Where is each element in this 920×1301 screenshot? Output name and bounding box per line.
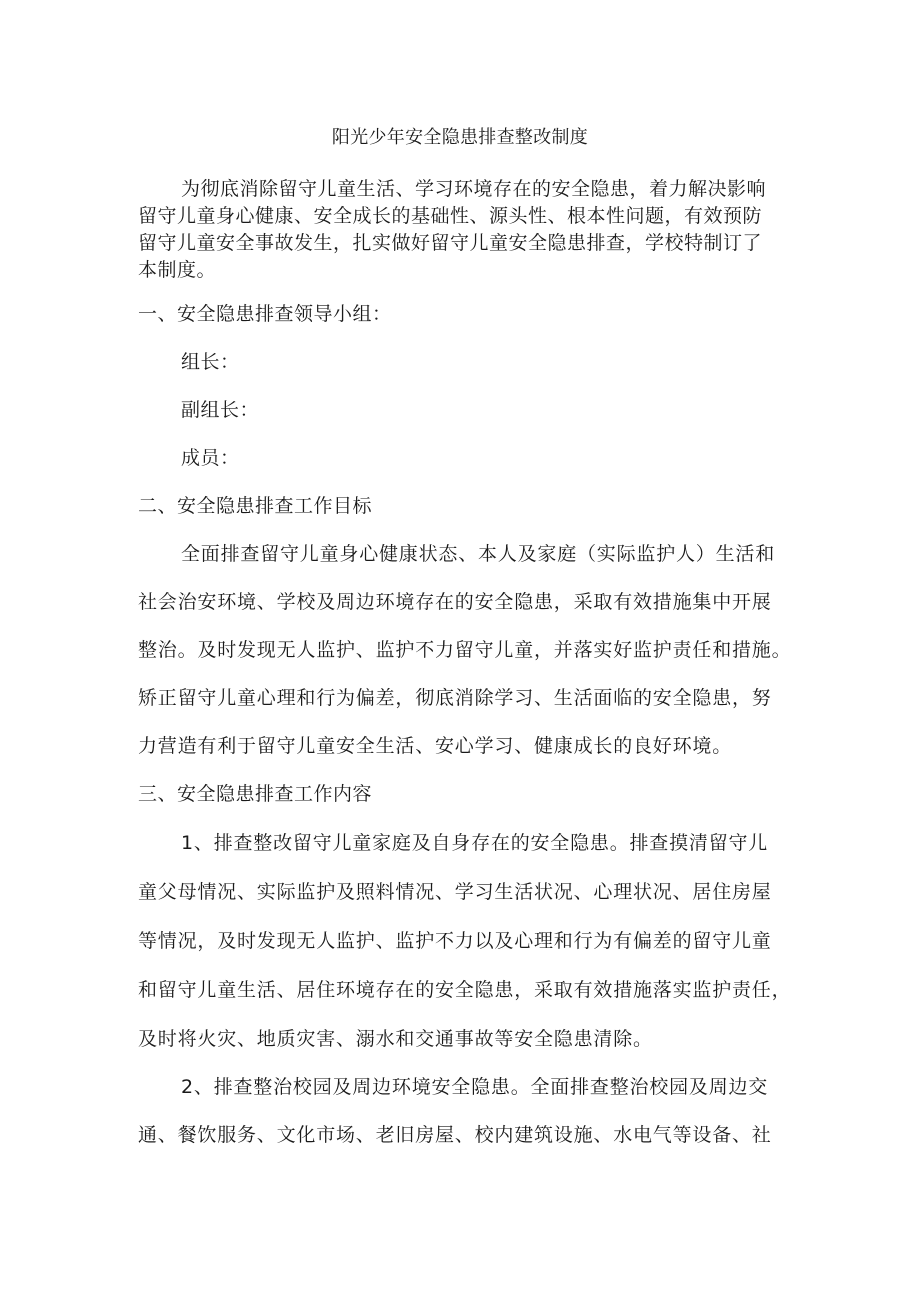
section-heading: 二、安全隐患排查工作目标 bbox=[138, 495, 373, 517]
intro-line: 留守儿童安全事故发生，扎实做好留守儿童安全隐患排查，学校特制订了 bbox=[138, 232, 763, 254]
intro-line: 为彻底消除留守儿童生活、学习环境存在的安全隐患，着力解决影响 bbox=[181, 178, 767, 200]
section-heading: 一、安全隐患排查领导小组： bbox=[138, 303, 392, 325]
deputy-leader-field: 副组长： bbox=[181, 399, 260, 421]
section-heading: 三、安全隐患排查工作内容 bbox=[138, 783, 373, 805]
paragraph-line: 童父母情况、实际监护及照料情况、学习生活状况、心理状况、居住房屋 bbox=[138, 881, 772, 903]
paragraph-line: 全面排查留守儿童身心健康状态、本人及家庭（实际监护人）生活和 bbox=[181, 543, 776, 565]
paragraph-line: 力营造有利于留守儿童安全生活、安心学习、健康成长的良好环境。 bbox=[138, 735, 733, 757]
paragraph-line: 通、餐饮服务、文化市场、老旧房屋、校内建筑设施、水电气等设备、社 bbox=[138, 1124, 772, 1146]
members-field: 成员： bbox=[181, 447, 240, 469]
paragraph-line: 矫正留守儿童心理和行为偏差，彻底消除学习、生活面临的安全隐患，努 bbox=[138, 687, 772, 709]
document-title: 阳光少年安全隐患排查整改制度 bbox=[331, 127, 589, 148]
intro-line: 本制度。 bbox=[138, 259, 217, 281]
leader-field: 组长： bbox=[181, 351, 240, 373]
paragraph-line: 社会治安环境、学校及周边环境存在的安全隐患，采取有效措施集中开展 bbox=[138, 591, 772, 613]
intro-line: 留守儿童身心健康、安全成长的基础性、源头性、根本性问题，有效预防 bbox=[138, 205, 763, 227]
paragraph-line: 1、排查整改留守儿童家庭及自身存在的安全隐患。排查摸清留守儿 bbox=[181, 832, 769, 854]
paragraph-line: 整治。及时发现无人监护、监护不力留守儿童，并落实好监护责任和措施。 bbox=[138, 639, 792, 661]
paragraph-line: 等情况，及时发现无人监护、监护不力以及心理和行为有偏差的留守儿童 bbox=[138, 930, 772, 952]
paragraph-line: 及时将火灾、地质灾害、溺水和交通事故等安全隐患清除。 bbox=[138, 1028, 653, 1050]
paragraph-line: 和留守儿童生活、居住环境存在的安全隐患，采取有效措施落实监护责任， bbox=[138, 979, 792, 1001]
paragraph-line: 2、排查整治校园及周边环境安全隐患。全面排查整治校园及周边交 bbox=[181, 1076, 769, 1098]
